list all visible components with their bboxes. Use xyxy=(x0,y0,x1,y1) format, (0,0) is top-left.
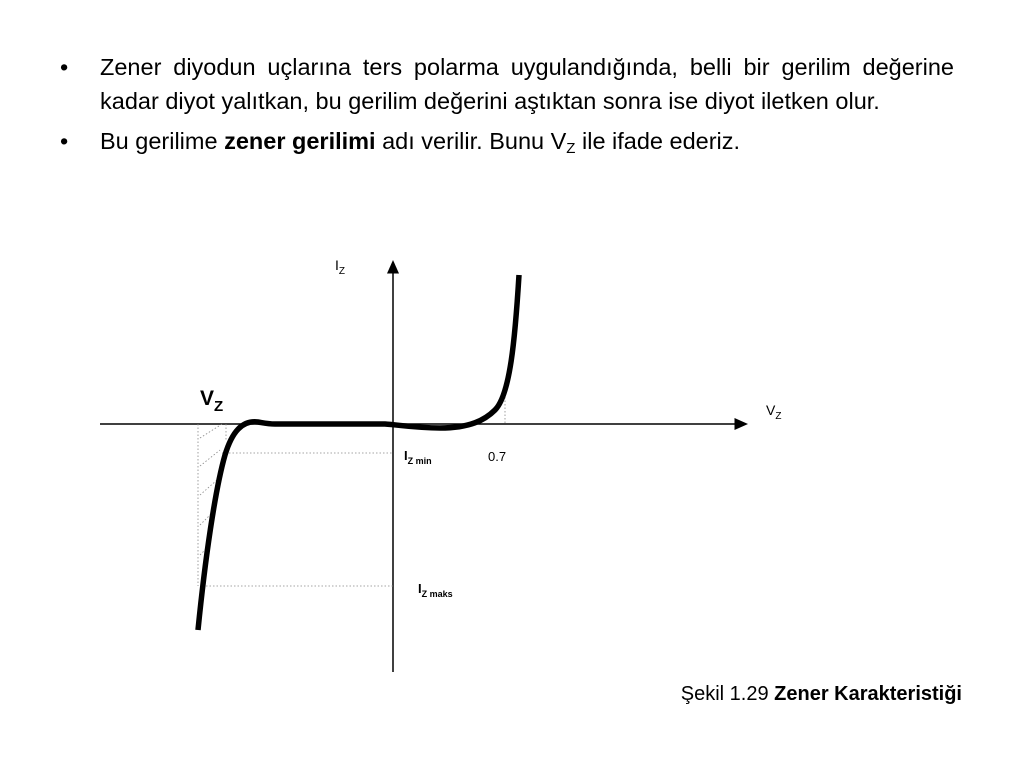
bullet-text-after: adı verilir. Bunu V xyxy=(375,128,567,154)
caption-prefix: Şekil 1.29 xyxy=(680,683,775,705)
bullet-bold-term: zener gerilimi xyxy=(224,128,376,154)
vz-label: $V_Z$ xyxy=(200,387,224,415)
iz-min-label: $I_{Z min}$ xyxy=(404,448,432,466)
y-axis-label: $I_Z$ xyxy=(335,257,345,277)
figure-caption xyxy=(681,683,962,706)
forward-voltage-label: 0.7 xyxy=(488,449,507,464)
bullet-subscript: Z xyxy=(566,140,576,157)
bullet-dot: • xyxy=(60,54,69,80)
x-axis-label: $V_Z$ xyxy=(766,402,782,422)
bullet-text-before: Bu gerilime xyxy=(100,128,225,154)
zener-curve xyxy=(198,275,519,630)
bullet-text-tail: ile ifade ederiz. xyxy=(575,128,741,154)
bullet-dot: • xyxy=(60,128,69,154)
caption-title: Zener Karakteristiği xyxy=(774,683,962,705)
iz-maks-label: $I_{Z maks}$ xyxy=(418,581,453,599)
bullet-text: Zener diyodun uçlarına ters polarma uygulandığında, belli bir gerilim değerine kadar diyot yalıtkan, bu gerilim değerini aştıktan sonra ise diyot iletken olur. xyxy=(100,54,954,114)
